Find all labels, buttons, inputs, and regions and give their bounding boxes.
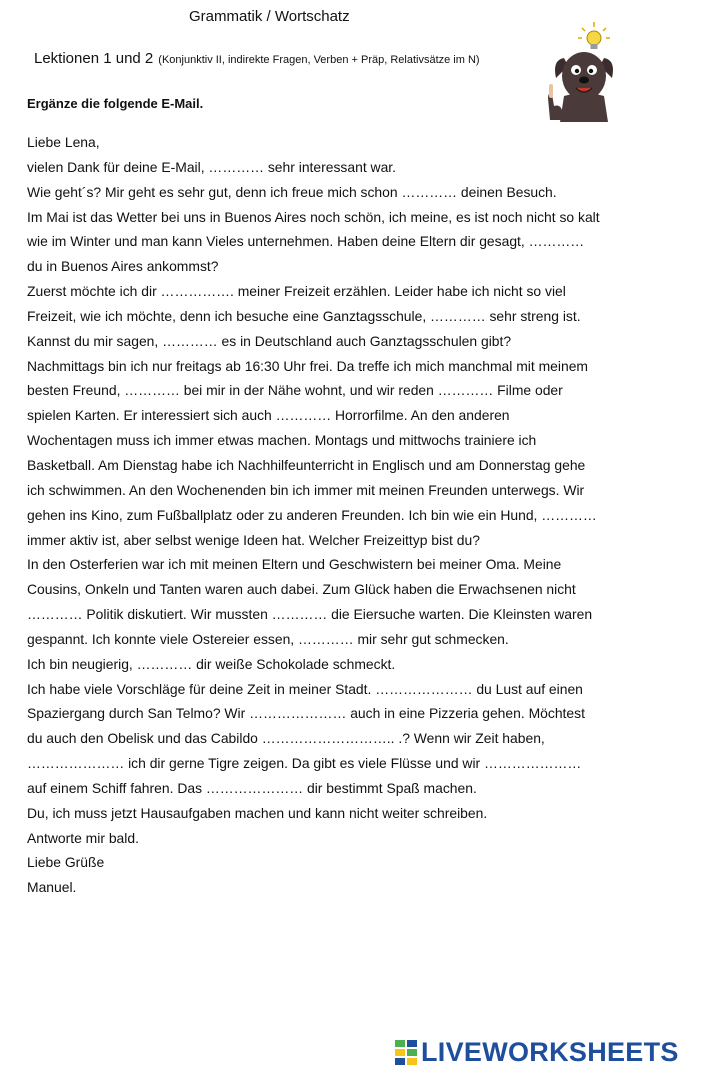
email-line: vielen Dank für deine E-Mail, ………… sehr interessant war.: [27, 158, 397, 175]
lesson-subtitle: [34, 50, 480, 68]
email-line: Liebe Lena,: [27, 134, 100, 150]
email-line: Ich bin neugierig, ………… dir weiße Schokolade schmeckt.: [27, 655, 396, 672]
lesson-label: Lektionen 1 und 2: [34, 50, 154, 67]
liveworksheets-wordmark: LIVEWORKSHEETS: [421, 1037, 679, 1067]
light-bulb-icon: [578, 22, 610, 49]
email-line: Kannst du mir sagen, ………… es in Deutschland auch Ganztagsschulen gibt?: [27, 332, 512, 349]
email-line: Ich habe viele Vorschläge für deine Zeit in meiner Stadt. ………………… du Lust auf einen: [27, 680, 583, 697]
email-text: [27, 130, 667, 900]
exercise-instruction: Ergänze die folgende E-Mail.: [27, 96, 204, 111]
email-line: Cousins, Onkeln und Tanten waren auch dabei. Zum Glück haben die Erwachsenen nicht: [27, 581, 576, 598]
email-line: wie im Winter und man kann Vieles unternehmen. Haben deine Eltern dir gesagt, …………: [27, 233, 585, 250]
lesson-topics: (Konjunktiv II, indirekte Fragen, Verben + Präp, Relativsätze im N): [158, 54, 480, 66]
email-line: Du, ich muss jetzt Hausaufgaben machen und kann nicht weiter schreiben.: [27, 804, 488, 821]
email-line: gehen ins Kino, zum Fußballplatz oder zu anderen Freunden. Ich bin wie ein Hund, …………: [27, 506, 597, 523]
email-line: ………………… ich dir gerne Tigre zeigen. Da gibt es viele Flüsse und wir …………………: [27, 755, 582, 772]
email-line: Nachmittags bin ich nur freitags ab 16:30 Uhr frei. Da treffe ich mich manchmal mit meinem: [27, 357, 588, 374]
liveworksheets-logo[interactable]: [395, 1036, 695, 1068]
email-line: spielen Karten. Er interessiert sich auch ………… Horrorfilme. An den anderen: [27, 407, 510, 424]
email-line: Spaziergang durch San Telmo? Wir ………………… auch in eine Pizzeria gehen. Möchtest: [27, 705, 585, 722]
dog-mascot-illustration: [542, 20, 622, 122]
email-line: ………… Politik diskutiert. Wir mussten ………… die Eiersuche warten. Die Kleinsten waren: [27, 606, 593, 623]
email-line: Im Mai ist das Wetter bei uns in Buenos Aires noch schön, ich meine, es ist noch nicht so kalt: [27, 208, 600, 225]
email-line: Manuel.: [27, 879, 77, 896]
liveworksheets-logo-icon: [395, 1038, 419, 1068]
email-line: ich schwimmen. An den Wochenenden bin ich immer mit meinen Freunden unterwegs. Wir: [27, 481, 585, 498]
email-line: du auch den Obelisk und das Cabildo ……………………….. .? Wenn wir Zeit haben,: [27, 730, 545, 747]
email-line: auf einem Schiff fahren. Das ………………… dir bestimmt Spaß machen.: [27, 779, 477, 796]
email-line: In den Osterferien war ich mit meinen Eltern und Geschwistern bei meiner Oma. Meine: [27, 556, 562, 573]
email-line: immer aktiv ist, aber selbst wenige Ideen hat. Welcher Freizeittyp bist du?: [27, 531, 480, 548]
email-line: besten Freund, ………… bei mir in der Nähe wohnt, und wir reden ………… Filme oder: [27, 382, 563, 399]
email-line: Antworte mir bald.: [27, 829, 139, 846]
page-title: Grammatik / Wortschatz: [189, 8, 350, 25]
email-line: Wie geht´s? Mir geht es sehr gut, denn ich freue mich schon ………… deinen Besuch.: [27, 183, 557, 200]
email-line: du in Buenos Aires ankommst?: [27, 258, 219, 275]
email-line: Freizeit, wie ich möchte, denn ich besuche eine Ganztagsschule, ………… sehr streng ist.: [27, 307, 581, 324]
email-line: Zuerst möchte ich dir ……………. meiner Freizeit erzählen. Leider habe ich nicht so viel: [27, 283, 566, 300]
email-line: Wochentagen muss ich immer etwas machen. Montags und mittwochs trainiere ich: [27, 432, 537, 449]
email-line: Basketball. Am Dienstag habe ich Nachhilfeunterricht in Englisch und am Donnerstag gehe: [27, 456, 586, 473]
email-line: Liebe Grüße: [27, 854, 105, 871]
dog-mascot-icon: [542, 20, 622, 122]
email-line: gespannt. Ich konnte viele Ostereier essen, ………… mir sehr gut schmecken.: [27, 630, 509, 647]
